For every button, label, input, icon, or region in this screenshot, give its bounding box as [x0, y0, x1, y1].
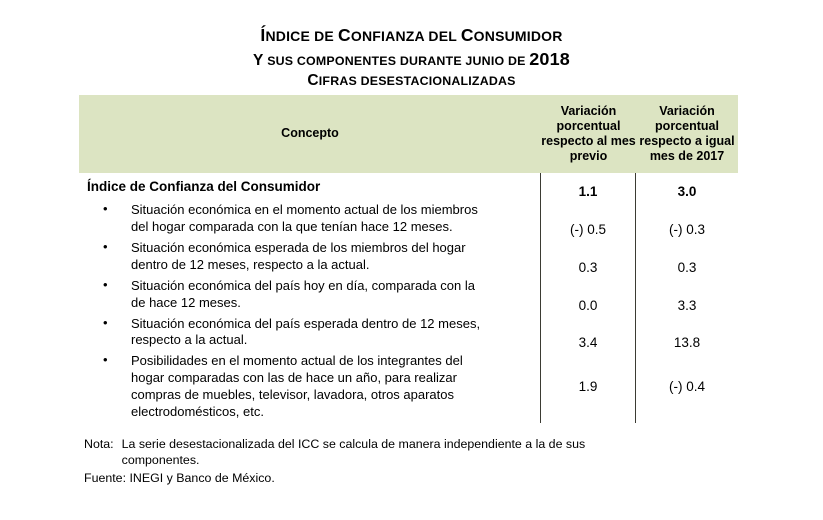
column-header-concepto: Concepto [79, 95, 541, 173]
title-line-2-text: SUS COMPONENTES DURANTE JUNIO DE [263, 53, 530, 68]
row-label-indice: Índice de Confianza del Consumidor [87, 179, 321, 194]
column-header-variacion-mes-previo: Variación porcentual respecto al mes previo [541, 95, 636, 173]
item-line: electrodomésticos, etc. [131, 403, 264, 419]
title-line-1-initial-3: C [460, 25, 474, 45]
row-label-cell [79, 173, 541, 200]
item-line: compras de muebles, televisor, lavadora, otros aparatos [131, 387, 455, 403]
table-row-item [79, 238, 738, 276]
item-line: de hace 12 meses. [131, 294, 241, 310]
value-year: (-) 0.3 [668, 221, 705, 237]
list-item [87, 200, 530, 238]
row-value-prev-cell [541, 200, 636, 238]
source-line: Fuente: INEGI y Banco de México. [84, 470, 275, 485]
table-body-row [79, 173, 738, 423]
value-year: 0.3 [677, 259, 697, 275]
title-line-3 [0, 72, 823, 89]
item-line: • Situación económica en el momento actual de los miembros [131, 202, 478, 218]
item-line: dentro de 12 meses, respecto a la actual. [131, 256, 370, 272]
item-line: respecto a la actual. [131, 332, 248, 348]
row-label-cell [79, 351, 541, 423]
data-table [79, 95, 738, 423]
item-line: • Situación económica esperada de los miembros del hogar [131, 239, 466, 255]
list-item [87, 276, 530, 314]
value-year: 13.8 [673, 335, 701, 351]
row-value-year-cell [636, 276, 738, 314]
value-prev: 1.9 [578, 379, 598, 395]
title-line-1 [0, 26, 823, 46]
value-year-indice: 3.0 [677, 184, 697, 200]
row-label-cell [79, 238, 541, 276]
table-header-row [79, 95, 738, 173]
table-notes [84, 437, 739, 487]
title-line-1-part-c: ONSUMIDOR [473, 28, 563, 44]
value-prev: 0.0 [578, 297, 598, 313]
row-value-prev-cell [541, 173, 636, 200]
title-line-1-part-b: ONFIANZA DEL [350, 28, 461, 44]
title-line-1-initial: Í [260, 25, 266, 45]
value-prev-indice: 1.1 [578, 184, 598, 200]
title-line-1-part-a: NDICE DE [265, 28, 339, 44]
note-line: componentes. [121, 452, 200, 467]
title-line-2-initial: Y [253, 51, 264, 69]
title-line-1-initial-2: C [338, 25, 351, 45]
row-value-year-cell [636, 351, 738, 423]
note-text [122, 437, 739, 469]
row-label-cell [79, 314, 541, 352]
table-row-item [79, 314, 738, 352]
value-year: (-) 0.4 [668, 379, 705, 395]
value-prev: (-) 0.5 [569, 221, 606, 237]
title-line-3-text: IFRAS DESESTACIONALIZADAS [318, 73, 516, 88]
note-label: Nota: [84, 437, 114, 451]
item-line: hogar comparadas con las de hace un año, para realizar [131, 370, 457, 386]
item-line: del hogar comparada con la que tenían hace 12 meses. [131, 219, 453, 235]
row-value-year-cell [636, 314, 738, 352]
table-row-item [79, 200, 738, 238]
value-prev: 3.4 [578, 335, 598, 351]
list-item [87, 351, 530, 423]
row-value-prev-cell [541, 351, 636, 423]
item-line: • Posibilidades en el momento actual de los integrantes del [131, 353, 463, 369]
table-row-indice-confianza [79, 173, 738, 200]
table-body-cell [79, 173, 738, 423]
title-line-2 [0, 49, 823, 69]
note-row [84, 437, 739, 469]
table-element [79, 95, 738, 423]
note-line: La serie desestacionalizada del ICC se calcula de manera independiente a la de sus [121, 437, 586, 451]
value-year: 3.3 [677, 297, 697, 313]
row-label-cell [79, 276, 541, 314]
table-row-item [79, 276, 738, 314]
item-line: • Situación económica del país esperada dentro de 12 meses, [131, 315, 481, 331]
title-line-3-initial: C [307, 71, 319, 89]
row-value-prev-cell [541, 314, 636, 352]
table-row-item [79, 351, 738, 423]
row-value-year-cell [636, 238, 738, 276]
document-title-block [0, 0, 823, 89]
list-item [87, 238, 530, 276]
value-prev: 0.3 [578, 259, 598, 275]
row-label-cell [79, 200, 541, 238]
row-value-prev-cell [541, 238, 636, 276]
column-header-variacion-igual-mes: Variación porcentual respecto a igual mes de 2017 [636, 95, 738, 173]
list-item [87, 314, 530, 352]
title-year: 2018 [529, 48, 570, 69]
row-value-prev-cell [541, 276, 636, 314]
row-value-year-cell [636, 173, 738, 200]
item-line: • Situación económica del país hoy en día, comparada con la [131, 277, 475, 293]
row-value-year-cell [636, 200, 738, 238]
